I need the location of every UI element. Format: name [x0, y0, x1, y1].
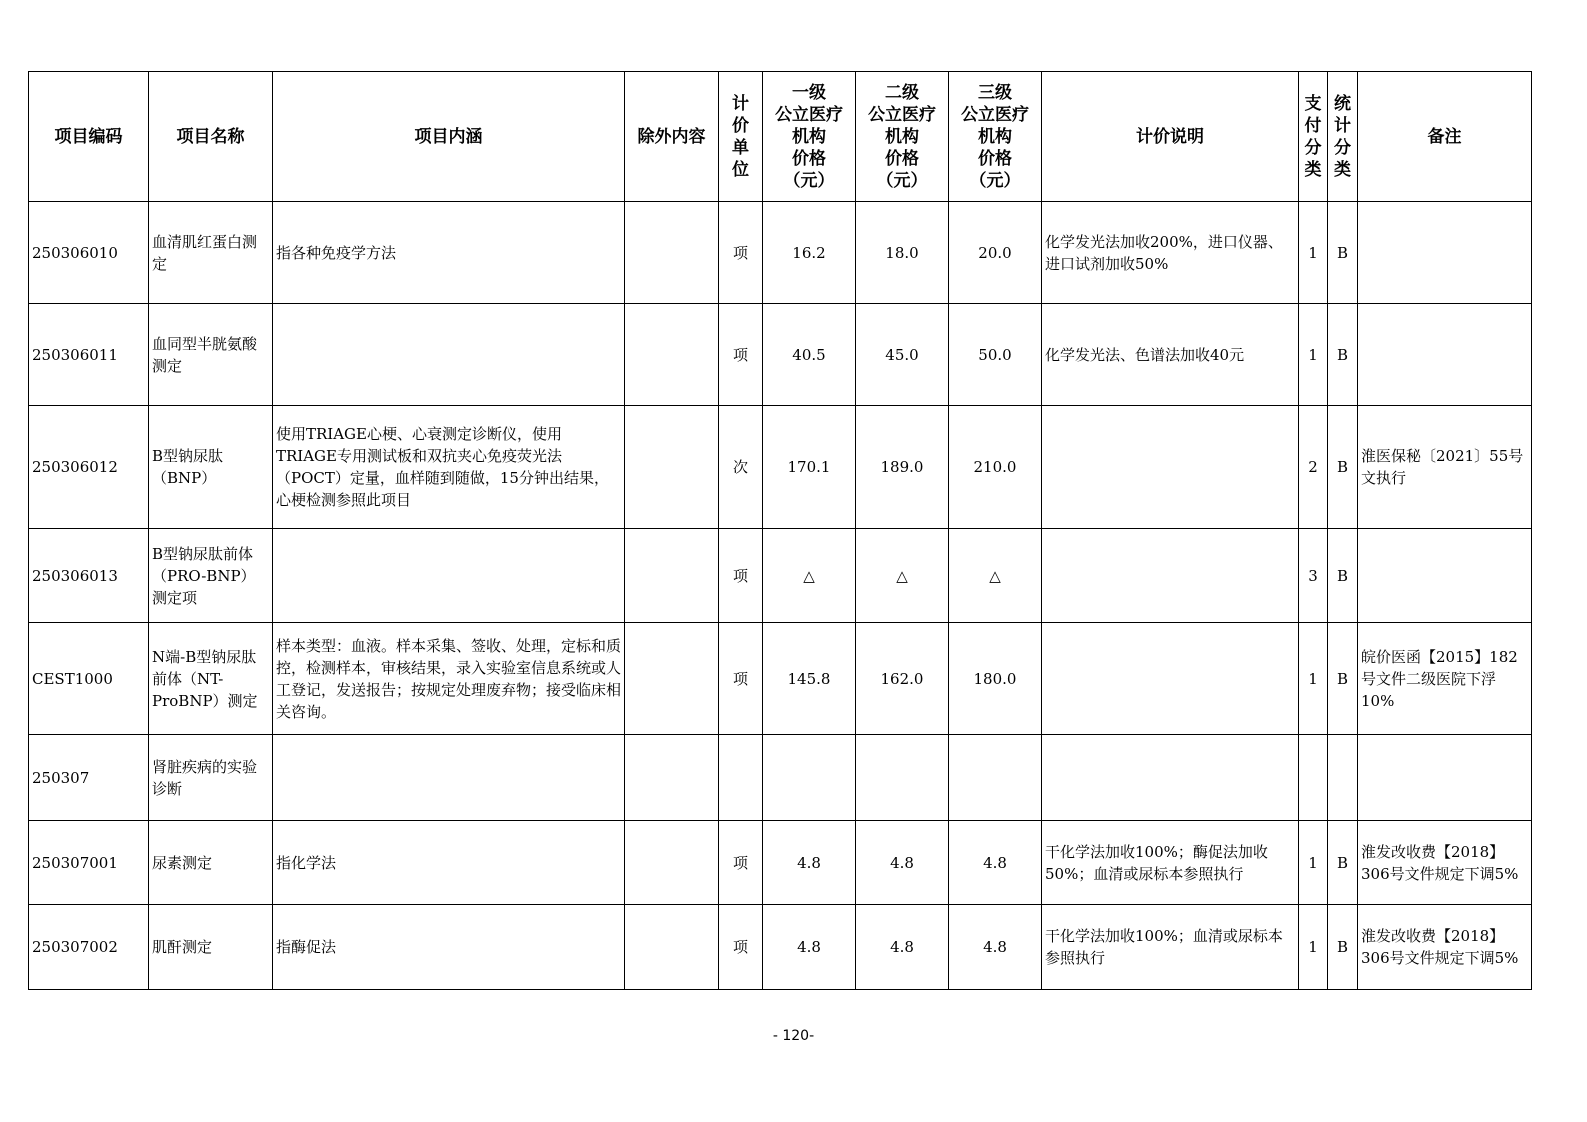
cell-pay-category: 1	[1299, 623, 1328, 735]
cell-name: 肌酐测定	[149, 905, 273, 990]
cell-price-level2: 4.8	[856, 821, 949, 905]
cell-price-level1	[763, 735, 856, 821]
cell-price-level2: 4.8	[856, 905, 949, 990]
cell-remark	[1358, 529, 1532, 623]
cell-code: 250306013	[29, 529, 149, 623]
cell-price-level3: 210.0	[949, 406, 1042, 529]
cell-price-level1: 4.8	[763, 905, 856, 990]
cell-pricing-note: 干化学法加收100%；酶促法加收50%；血清或尿标本参照执行	[1042, 821, 1299, 905]
cell-name: N端-B型钠尿肽前体（NT-ProBNP）测定	[149, 623, 273, 735]
cell-code: CEST1000	[29, 623, 149, 735]
cell-price-level1: 170.1	[763, 406, 856, 529]
cell-name: 尿素测定	[149, 821, 273, 905]
cell-pricing-note	[1042, 735, 1299, 821]
cell-unit: 次	[719, 406, 763, 529]
cell-price-level2: 189.0	[856, 406, 949, 529]
header-name: 项目名称	[149, 72, 273, 202]
table-row	[29, 529, 1532, 623]
cell-excluded	[625, 821, 719, 905]
header-price-level1: 一级 公立医疗 机构 价格 （元）	[763, 72, 856, 202]
cell-price-level2: 45.0	[856, 304, 949, 406]
cell-excluded	[625, 735, 719, 821]
header-remark: 备注	[1358, 72, 1532, 202]
price-table-container	[28, 71, 1531, 990]
cell-name: 肾脏疾病的实验诊断	[149, 735, 273, 821]
table-body	[29, 202, 1532, 990]
cell-code: 250306012	[29, 406, 149, 529]
cell-price-level3: 50.0	[949, 304, 1042, 406]
cell-excluded	[625, 623, 719, 735]
cell-unit: 项	[719, 529, 763, 623]
table-row	[29, 735, 1532, 821]
cell-stat-category: B	[1328, 529, 1358, 623]
cell-stat-category: B	[1328, 623, 1358, 735]
cell-price-level1: △	[763, 529, 856, 623]
cell-pay-category: 1	[1299, 905, 1328, 990]
cell-stat-category: B	[1328, 202, 1358, 304]
cell-name: 血清肌红蛋白测定	[149, 202, 273, 304]
header-price-level2: 二级 公立医疗 机构 价格 （元）	[856, 72, 949, 202]
cell-price-level1: 145.8	[763, 623, 856, 735]
cell-price-level3: △	[949, 529, 1042, 623]
cell-code: 250307	[29, 735, 149, 821]
cell-name: B型钠尿肽（BNP）	[149, 406, 273, 529]
cell-unit: 项	[719, 304, 763, 406]
cell-pay-category: 1	[1299, 202, 1328, 304]
header-code: 项目编码	[29, 72, 149, 202]
cell-unit: 项	[719, 905, 763, 990]
header-unit: 计价单位	[719, 72, 763, 202]
cell-stat-category: B	[1328, 905, 1358, 990]
cell-code: 250306010	[29, 202, 149, 304]
cell-pricing-note	[1042, 623, 1299, 735]
cell-pay-category: 3	[1299, 529, 1328, 623]
header-pay-category: 支付分类	[1299, 72, 1328, 202]
cell-pricing-note: 化学发光法、色谱法加收40元	[1042, 304, 1299, 406]
table-row	[29, 905, 1532, 990]
page-number: - 120-	[772, 1028, 815, 1044]
cell-content: 指酶促法	[273, 905, 625, 990]
table-row	[29, 623, 1532, 735]
table-row	[29, 304, 1532, 406]
cell-code: 250307002	[29, 905, 149, 990]
cell-stat-category: B	[1328, 821, 1358, 905]
cell-remark	[1358, 735, 1532, 821]
table-row	[29, 821, 1532, 905]
cell-unit	[719, 735, 763, 821]
cell-pay-category: 1	[1299, 821, 1328, 905]
cell-name: B型钠尿肽前体（PRO-BNP）测定项	[149, 529, 273, 623]
cell-excluded	[625, 529, 719, 623]
cell-pricing-note: 干化学法加收100%；血清或尿标本参照执行	[1042, 905, 1299, 990]
cell-price-level2: 18.0	[856, 202, 949, 304]
cell-price-level1: 4.8	[763, 821, 856, 905]
cell-unit: 项	[719, 623, 763, 735]
cell-remark: 淮医保秘〔2021〕55号文执行	[1358, 406, 1532, 529]
cell-price-level3: 4.8	[949, 821, 1042, 905]
cell-unit: 项	[719, 821, 763, 905]
cell-remark: 淮发改收费【2018】306号文件规定下调5%	[1358, 905, 1532, 990]
cell-price-level3: 20.0	[949, 202, 1042, 304]
cell-content	[273, 735, 625, 821]
cell-content: 指化学法	[273, 821, 625, 905]
cell-code: 250306011	[29, 304, 149, 406]
header-stat-category: 统计分类	[1328, 72, 1358, 202]
cell-excluded	[625, 406, 719, 529]
cell-unit: 项	[719, 202, 763, 304]
cell-pricing-note	[1042, 406, 1299, 529]
cell-pay-category: 1	[1299, 304, 1328, 406]
cell-remark	[1358, 304, 1532, 406]
cell-stat-category	[1328, 735, 1358, 821]
cell-pricing-note	[1042, 529, 1299, 623]
cell-price-level2	[856, 735, 949, 821]
cell-remark: 皖价医函【2015】182号文件二级医院下浮10%	[1358, 623, 1532, 735]
header-row	[29, 72, 1532, 202]
cell-pay-category: 2	[1299, 406, 1328, 529]
header-content: 项目内涵	[273, 72, 625, 202]
cell-price-level3: 180.0	[949, 623, 1042, 735]
cell-content: 使用TRIAGE心梗、心衰测定诊断仪，使用TRIAGE专用测试板和双抗夹心免疫荧光法（POCT）定量，血样随到随做，15分钟出结果，心梗检测参照此项目	[273, 406, 625, 529]
cell-price-level3: 4.8	[949, 905, 1042, 990]
cell-excluded	[625, 202, 719, 304]
cell-pay-category	[1299, 735, 1328, 821]
cell-price-level2: 162.0	[856, 623, 949, 735]
price-table	[28, 71, 1532, 990]
cell-content: 指各种免疫学方法	[273, 202, 625, 304]
cell-content: 样本类型：血液。样本采集、签收、处理，定标和质控，检测样本，审核结果，录入实验室信息系统或人工登记，发送报告；按规定处理废弃物；接受临床相关咨询。	[273, 623, 625, 735]
header-excluded: 除外内容	[625, 72, 719, 202]
cell-pricing-note: 化学发光法加收200%，进口仪器、进口试剂加收50%	[1042, 202, 1299, 304]
table-row	[29, 202, 1532, 304]
cell-price-level3	[949, 735, 1042, 821]
cell-stat-category: B	[1328, 406, 1358, 529]
cell-price-level2: △	[856, 529, 949, 623]
cell-price-level1: 16.2	[763, 202, 856, 304]
cell-code: 250307001	[29, 821, 149, 905]
cell-name: 血同型半胱氨酸测定	[149, 304, 273, 406]
cell-remark: 淮发改收费【2018】306号文件规定下调5%	[1358, 821, 1532, 905]
cell-excluded	[625, 905, 719, 990]
cell-excluded	[625, 304, 719, 406]
cell-stat-category: B	[1328, 304, 1358, 406]
header-price-level3: 三级 公立医疗 机构 价格 （元）	[949, 72, 1042, 202]
cell-remark	[1358, 202, 1532, 304]
table-row	[29, 406, 1532, 529]
cell-content	[273, 304, 625, 406]
cell-content	[273, 529, 625, 623]
header-pricing-note: 计价说明	[1042, 72, 1299, 202]
cell-price-level1: 40.5	[763, 304, 856, 406]
